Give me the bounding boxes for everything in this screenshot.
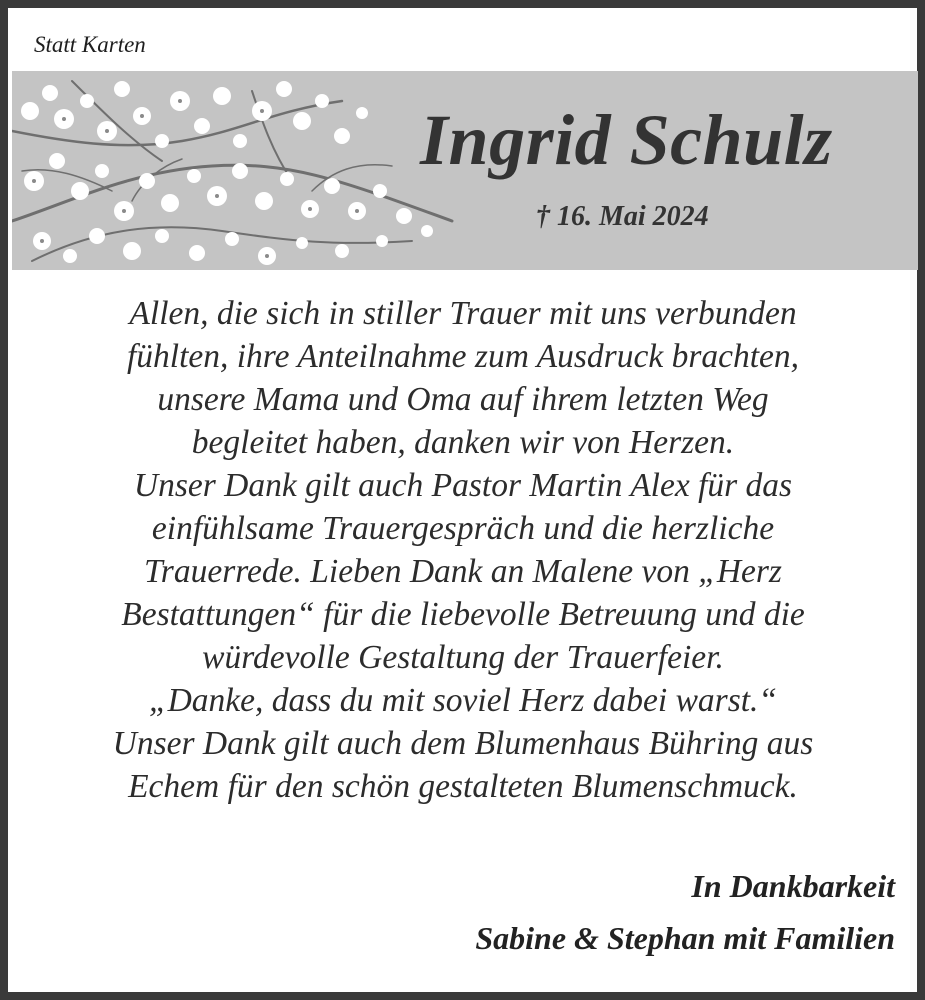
message-line: einfühlsame Trauergespräch und die herzliche (151, 510, 775, 547)
preheader-label: Statt Karten (34, 32, 146, 57)
message-line: Echem für den schön gestalteten Blumenschmuck. (128, 768, 798, 805)
message-line: würdevolle Gestaltung der Trauerfeier. (202, 639, 724, 676)
message-line: Bestattungen“ für die liebevolle Betreuung und die (121, 596, 805, 633)
signature-names: Sabine & Stephan mit Familien (475, 920, 895, 956)
death-date: † 16. Mai 2024 (536, 201, 709, 232)
signature-closing: In Dankbarkeit (691, 868, 895, 904)
message-line: begleitet haben, danken wir von Herzen. (191, 424, 735, 461)
message-line: Unser Dank gilt auch Pastor Martin Alex für das (133, 467, 793, 504)
message-line: unsere Mama und Oma auf ihrem letzten Weg (157, 381, 769, 418)
thank-you-message (12, 292, 914, 808)
name-banner (12, 71, 918, 270)
deceased-name: Ingrid Schulz (420, 100, 833, 180)
message-line: fühlten, ihre Anteilnahme zum Ausdruck brachten, (126, 338, 800, 375)
message-line: „Danke, dass du mit soviel Herz dabei warst.“ (148, 682, 778, 719)
blossom-branch-image (12, 71, 472, 270)
message-line: Trauerrede. Lieben Dank an Malene von „Herz (144, 553, 782, 590)
message-line: Allen, die sich in stiller Trauer mit uns verbunden (129, 295, 797, 332)
signature-block (475, 860, 895, 964)
message-line: Unser Dank gilt auch dem Blumenhaus Bühring aus (112, 725, 814, 762)
